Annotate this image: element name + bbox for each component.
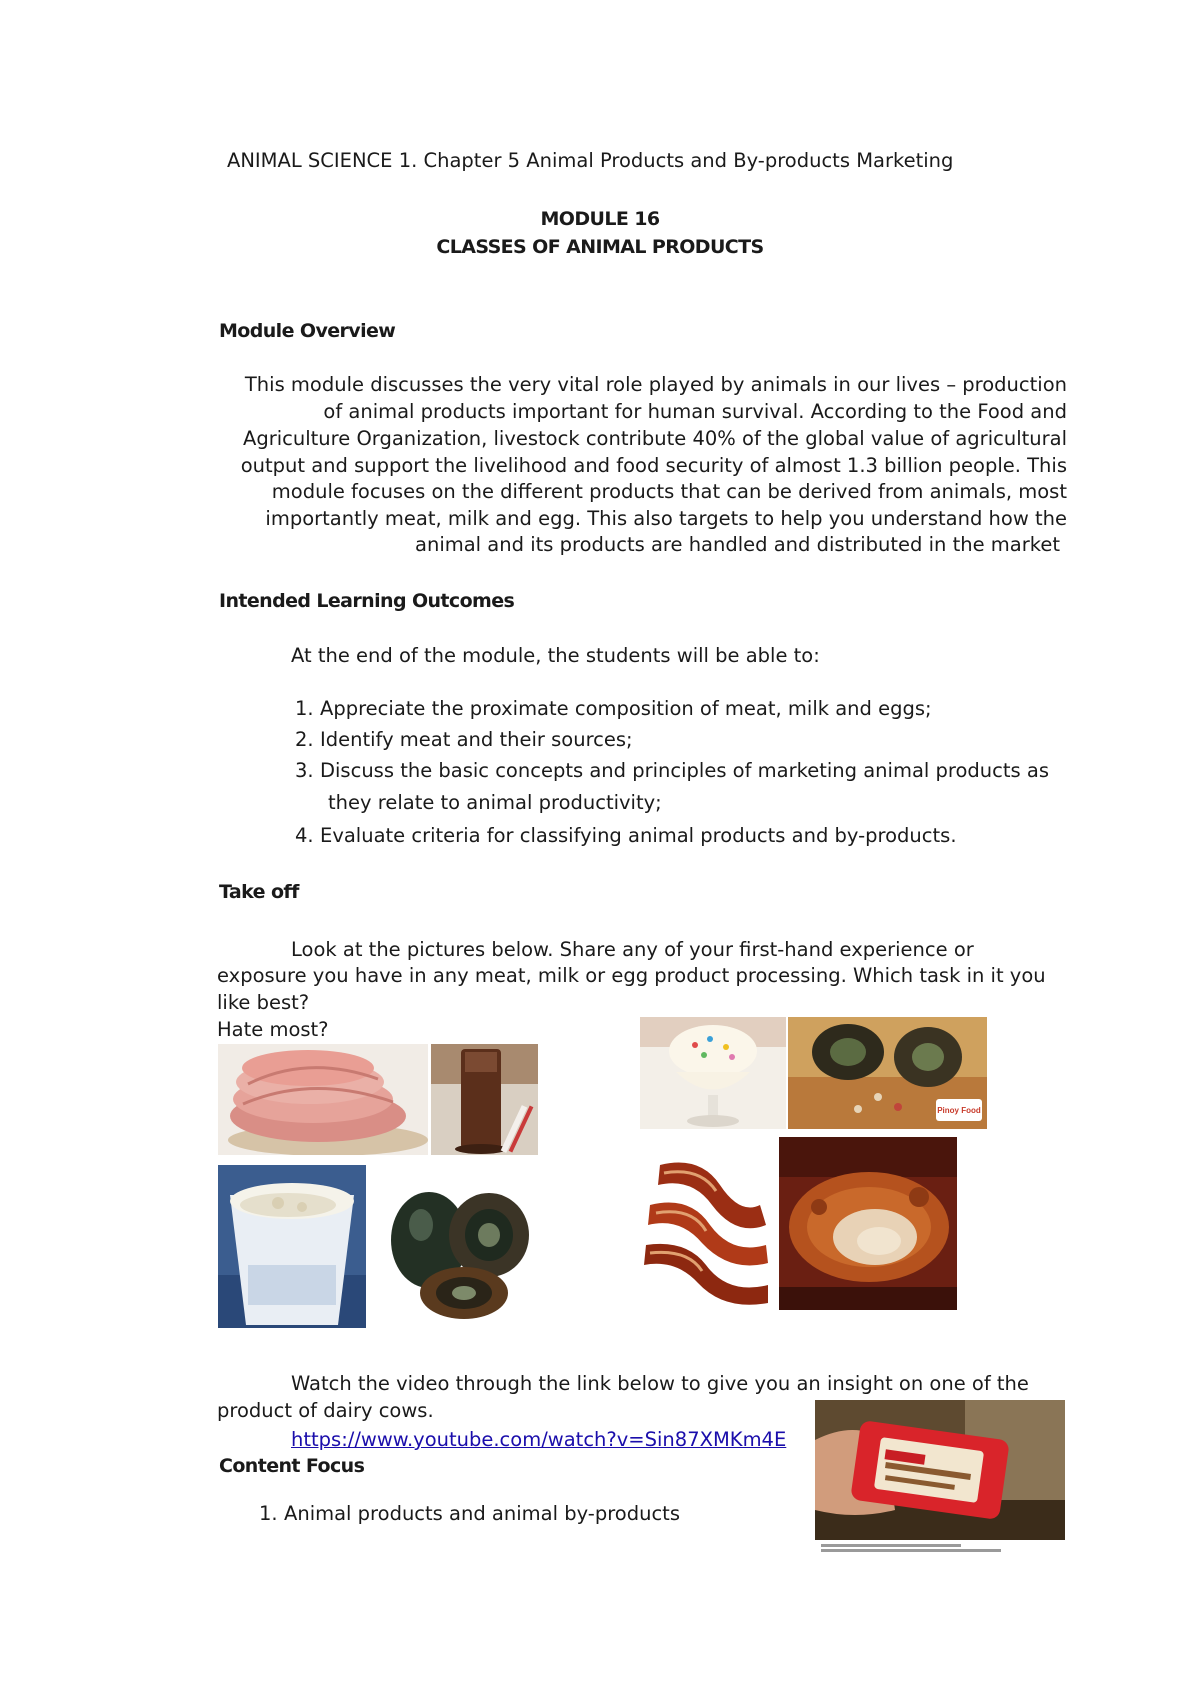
outcomes-heading: Intended Learning Outcomes — [219, 590, 515, 612]
ice-cream-sundae-image — [640, 1017, 786, 1129]
lechon-roll-image — [779, 1137, 957, 1310]
cheese-package-image — [815, 1400, 1065, 1555]
overview-heading: Module Overview — [219, 320, 396, 342]
overview-line: module focuses on the different products that can be derived from animals, most — [271, 480, 1067, 503]
outcome-text: Discuss the basic concepts and principles of marketing animal products as — [320, 759, 1049, 782]
content-focus-number: 1. — [259, 1502, 278, 1525]
video-link[interactable]: https://www.youtube.com/watch?v=Sin87XMKm4E — [291, 1428, 787, 1451]
running-title: ANIMAL SCIENCE 1. Chapter 5 Animal Products and By-products Marketing — [227, 149, 954, 172]
overview-line: This module discusses the very vital role played by animals in our lives – production — [244, 373, 1067, 396]
outcome-number: 1. — [295, 697, 314, 720]
outcome-text: Evaluate criteria for classifying animal products and by-products. — [320, 824, 957, 847]
outcome-text: Identify meat and their sources; — [320, 728, 633, 751]
outcome-number: 2. — [295, 728, 314, 751]
image-watermark: Pinoy Food — [937, 1106, 981, 1115]
overview-line: importantly meat, milk and egg. This also targets to help you understand how the — [265, 507, 1067, 530]
overview-line: of animal products important for human survival. According to the Food and — [323, 400, 1067, 423]
takeoff-line: exposure you have in any meat, milk or egg product processing. Which task in it you — [217, 964, 1046, 987]
sliced-ham-image — [218, 1044, 428, 1155]
century-eggs-image — [369, 1165, 558, 1328]
module-number: MODULE 16 — [540, 208, 660, 230]
outcome-number: 4. — [295, 824, 314, 847]
overview-line: animal and its products are handled and distributed in the market — [415, 533, 1060, 556]
video-line: Watch the video through the link below to give you an insight on one of the — [291, 1372, 1029, 1395]
video-line: product of dairy cows. — [217, 1399, 434, 1422]
takeoff-line: Hate most? — [217, 1018, 329, 1041]
module-title: CLASSES OF ANIMAL PRODUCTS — [436, 236, 764, 258]
overview-line: output and support the livelihood and food security of almost 1.3 billion people. This — [240, 454, 1067, 477]
takeoff-line: like best? — [217, 991, 310, 1014]
takeoff-heading: Take off — [219, 881, 299, 903]
outcomes-intro: At the end of the module, the students will be able to: — [291, 644, 820, 667]
bacon-image — [640, 1145, 776, 1310]
content-focus-item: Animal products and animal by-products — [284, 1502, 680, 1525]
content-focus-heading: Content Focus — [219, 1455, 365, 1477]
yogurt-cup-image — [218, 1165, 366, 1328]
outcome-text: Appreciate the proximate composition of meat, milk and eggs; — [320, 697, 932, 720]
overview-line: Agriculture Organization, livestock contribute 40% of the global value of agricultural — [243, 427, 1067, 450]
outcome-number: 3. — [295, 759, 314, 782]
chocolate-milk-image — [431, 1044, 538, 1155]
takeoff-line: Look at the pictures below. Share any of your first-hand experience or — [291, 938, 974, 961]
century-egg-dish-image — [788, 1017, 987, 1129]
outcome-text-continued: they relate to animal productivity; — [328, 791, 662, 814]
